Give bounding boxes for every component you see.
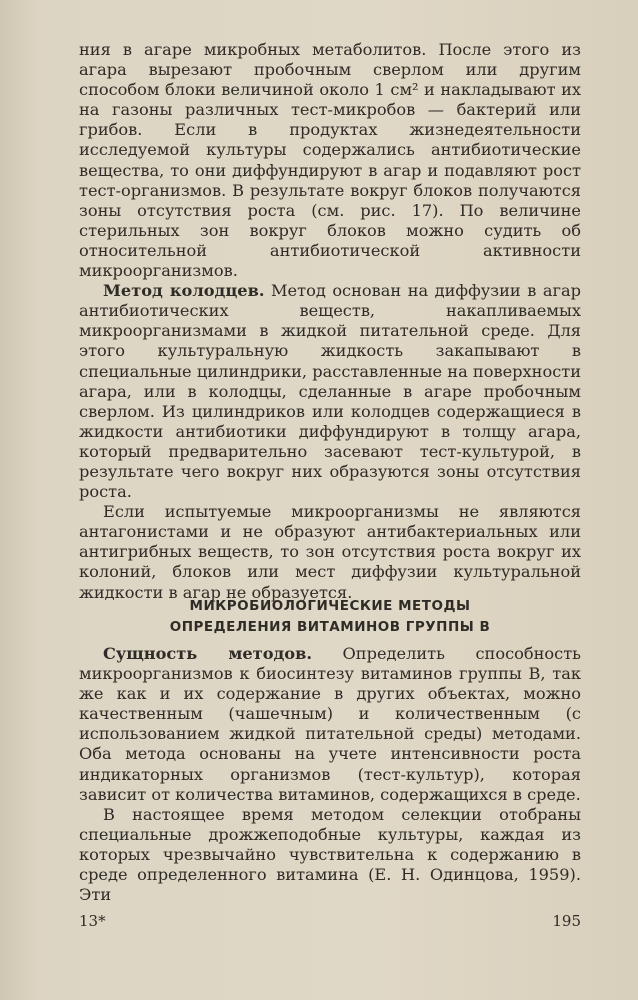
paragraph-lead: Сущность методов. [103,644,312,663]
paragraph-lead: Метод колодцев. [103,281,265,301]
paragraph-text: ния в агаре микробных метаболитов. После этого из агара вырезают пробочным сверлом или другим способом блоки величиной около 1 см² и накладывают их на газоны различных тест-микробов — бактерий или грибов. Если в продуктах жизнедеятельности исследуемой культуры содержались антибиотические вещества, то они диффундируют в агар и подавляют рост тест-организмов. В результате вокруг блоков получаются зоны отсутствия роста (см. рис. 17). По величине стерильных зон вокруг блоков можно судить об относительной антибиотической активности микроорганизмов. [79,40,581,281]
body-text-bottom [79,644,581,905]
section-heading [79,596,581,638]
signature-mark: 13* [79,912,106,930]
paragraph-well-method [79,281,581,502]
paragraph-text: Если испытуемые микроорганизмы не являются антагонистами и не образуют антибактериальных или антигрибных веществ, то зон отсутствия роста вокруг их колоний, блоков или мест диффузии культуральной жидкости в агар не образуется. [79,502,581,602]
paragraph-no-zones [79,502,581,602]
page-number: 195 [552,912,581,930]
paragraph-essence [79,644,581,805]
body-text-top [79,40,581,603]
paragraph-text: Метод основан на диффузии в агар антибиотических веществ, накапливаемых микроорганизмами в жидкой питательной среде. Для этого культуральную жидкость закапывают в специальные цилиндрики, расставленные на поверхности агара, или в колодцы, сделанные в агаре пробочным сверлом. Из цилиндриков или колодцев содержащиеся в жидкости антибиотики диффундируют в толщу агара, который предварительно засевают тест-культурой, в результате чего вокруг них образуются зоны отсутствия роста. [79,281,581,502]
section-heading-line-2: ОПРЕДЕЛЕНИЯ ВИТАМИНОВ ГРУППЫ B [169,619,491,635]
page-footer [79,912,581,930]
paragraph-text: Определить способность микроорганизмов к биосинтезу витаминов группы B, так же как и их содержание в других объектах, можно качественным (чашечным) и количественным (с использованием жидкой питательной среды) методами. Оба метода основаны на учете интенсивности роста индикаторных организмов (тест-культур), которая зависит от количества витаминов, содержащихся в среде. [79,644,581,804]
section-heading-line-1: МИКРОБИОЛОГИЧЕСКИЕ МЕТОДЫ [189,598,471,614]
paragraph-selection [79,805,581,905]
paragraph-text: В настоящее время методом селекции отобраны специальные дрожжеподобные культуры, каждая из которых чрезвычайно чувствительна к содержанию в среде определенного витамина (Е. Н. Одинцова, 1959). Эти [79,804,581,905]
paragraph-continuation [79,40,581,281]
